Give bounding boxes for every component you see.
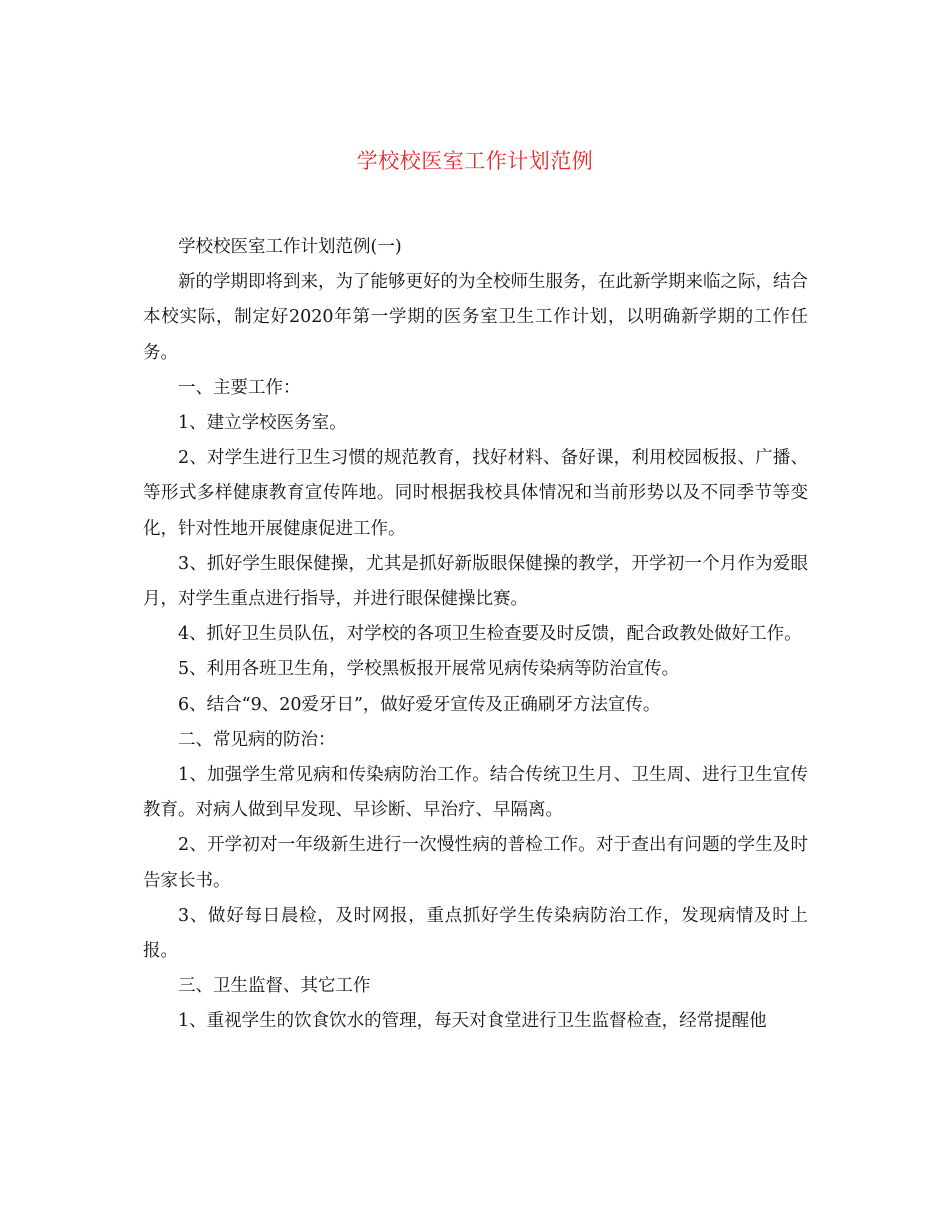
list-item: 3、抓好学生眼保健操，尤其是抓好新版眼保健操的教学，开学初一个月作为爱眼月，对学生重点进行指导，并进行眼保健操比赛。 [143, 553, 808, 610]
section-heading-main-work: 一、主要工作： [178, 377, 301, 398]
list-item: 3、做好每日晨检，及时网报，重点抓好学生传染病防治工作，发现病情及时上报。 [143, 905, 808, 962]
list-item: 2、开学初对一年级新生进行一次慢性病的普检工作。对于查出有问题的学生及时告家长书。 [143, 835, 808, 891]
list-item: 1、建立学校医务室。 [178, 413, 347, 434]
list-item: 2、对学生进行卫生习惯的规范教育，找好材料、备好课，利用校园板报、广播、等形式多样健康教育宣传阵地。同时根据我校具体情况和当前形势以及不同季节等变化，针对性地开展健康促进工作。 [143, 448, 808, 539]
document-body [143, 230, 808, 1040]
section-heading-supervision: 三、卫生监督、其它工作 [178, 976, 371, 997]
list-item: 1、加强学生常见病和传染病防治工作。结合传统卫生月、卫生周、进行卫生宣传教育。对病人做到早发现、早诊断、早治疗、早隔离。 [143, 765, 808, 821]
list-item: 6、结合“9、20爱牙日”，做好爱牙宣传及正确刷牙方法宣传。 [178, 694, 661, 715]
intro-paragraph: 新的学期即将到来，为了能够更好的为全校师生服务，在此新学期来临之际，结合本校实际，制定好2020年第一学期的医务室卫生工作计划，以明确新学期的工作任务。 [143, 272, 808, 363]
subtitle-paragraph: 学校校医室工作计划范例(一) [178, 237, 402, 257]
list-item: 5、利用各班卫生角，学校黑板报开展常见病传染病等防治宣传。 [178, 659, 680, 680]
list-item: 4、抓好卫生员队伍，对学校的各项卫生检查要及时反馈，配合政教处做好工作。 [178, 624, 802, 645]
section-heading-disease-prevention: 二、常见病的防治： [178, 729, 336, 750]
document-title: 学校校医室工作计划范例 [356, 149, 594, 173]
list-item: 1、重视学生的饮食饮水的管理，每天对食堂进行卫生监督检查，经常提醒他 [178, 1011, 767, 1032]
